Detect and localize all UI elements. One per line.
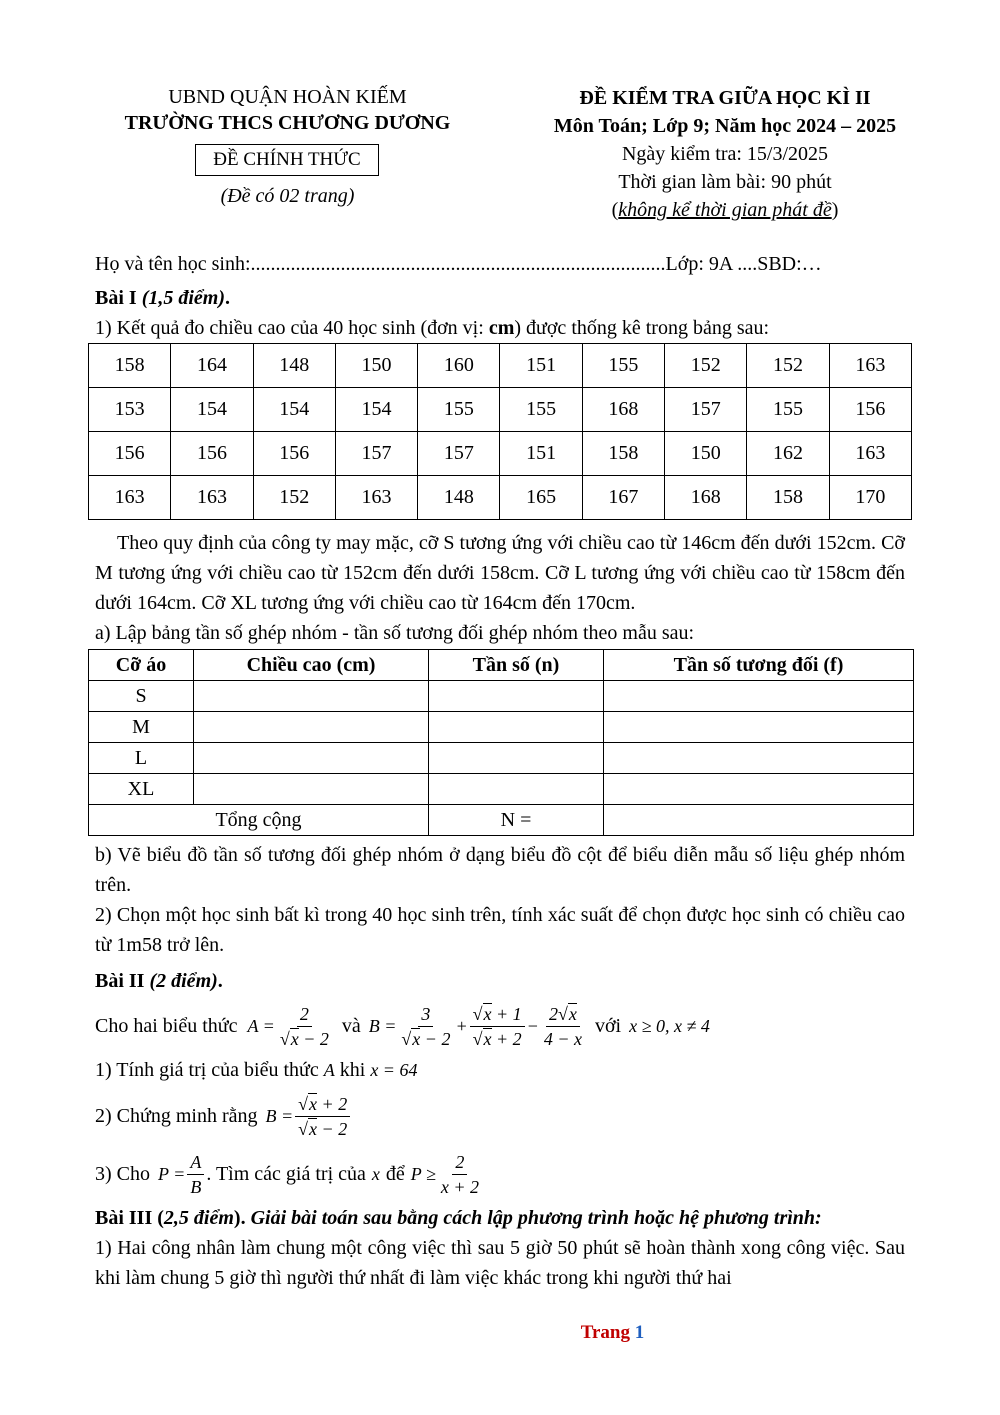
height-cell: 158 [89, 344, 171, 388]
height-cell: 148 [253, 344, 335, 388]
bai2-q1: 1) Tính giá trị của biểu thức A khi x = 64 [95, 1059, 418, 1081]
bai3-q1: 1) Hai công nhân làm chung một công việc thì sau 5 giờ 50 phút sẽ hoàn thành xong công việc. Sau khi làm chung 5 giờ thì người thứ nhất đi làm việc khác trong khi người thứ hai [95, 1237, 905, 1289]
bai1-q2: 2) Chọn một học sinh bất kì trong 40 học sinh trên, tính xác suất để chọn được học sinh có chiều cao từ 1m58 trở lên. [95, 904, 905, 956]
relative-frequency-cell [604, 774, 914, 805]
relative-frequency-cell [604, 712, 914, 743]
heights-row [89, 388, 912, 432]
district-name: UBND QUẬN HOÀN KIẾM [168, 86, 407, 108]
heights-table [88, 343, 912, 520]
exam-note-text: không kể thời gian phát đề [618, 199, 832, 221]
bai2-with: với [594, 1014, 622, 1037]
total-f-cell [604, 805, 914, 836]
page-number: 1 [634, 1322, 645, 1343]
bai2-title: Bài II [95, 970, 145, 992]
student-info-line: Họ và tên học sinh:...................................................................................Lớp: 9A ....SBD:… [95, 253, 822, 275]
height-cell: 151 [500, 432, 582, 476]
height-cell: 163 [829, 344, 911, 388]
header-right [525, 84, 925, 224]
size-label: XL [89, 774, 194, 805]
expr-A: A = [247, 1015, 275, 1036]
height-cell: 163 [89, 476, 171, 520]
header-left [95, 84, 480, 136]
height-cell: 155 [582, 344, 664, 388]
x-value: x = 64 [370, 1060, 418, 1080]
height-cell: 162 [747, 432, 829, 476]
bai3-instruction: Giải bài toán sau bằng cách lập phương trình hoặc hệ phương trình: [250, 1207, 822, 1229]
height-cell: 152 [253, 476, 335, 520]
page-footer [0, 1320, 1000, 1346]
exam-note: (không kể thời gian phát đề) [611, 199, 839, 221]
height-cell: 155 [747, 388, 829, 432]
expr-B: B = [368, 1015, 397, 1036]
height-range-cell [194, 743, 429, 774]
height-cell: 163 [171, 476, 253, 520]
height-cell: 156 [829, 388, 911, 432]
relative-frequency-cell [604, 681, 914, 712]
height-cell: 154 [171, 388, 253, 432]
height-cell: 156 [171, 432, 253, 476]
height-range-cell [194, 681, 429, 712]
height-cell: 170 [829, 476, 911, 520]
total-n: N = [429, 805, 604, 836]
expr-A-fraction: $\frac{2}{√x - 2}$ [279, 1003, 329, 1049]
heights-row [89, 432, 912, 476]
height-range-cell [194, 774, 429, 805]
height-cell: 155 [500, 388, 582, 432]
size-label: L [89, 743, 194, 774]
height-cell: 154 [253, 388, 335, 432]
bai2-expressions: Cho hai biểu thức A = $\frac{2}{√x - 2}$ và B = $\frac{3}{√x - 2}$ + $\frac{√x + 1}{√x + 2}$ − $\frac{2√x}{4 - x}$ với x ≥ 0, x ≠ 4 [95, 1003, 710, 1049]
total-row [89, 805, 914, 836]
bai2-q2: 2) Chứng minh rằng B = $\frac{√x + 2}{√x - 2}$ [95, 1088, 905, 1144]
frequency-cell [429, 743, 604, 774]
size-label: S [89, 681, 194, 712]
page-label: Trang [580, 1322, 630, 1343]
col-header-size: Cỡ áo [89, 650, 194, 681]
height-cell: 150 [665, 432, 747, 476]
pages-note: (Đề có 02 trang) [220, 185, 355, 207]
bai3-heading: Bài III (2,5 điểm). Giải bài toán sau bằng cách lập phương trình hoặc hệ phương trình: [95, 1207, 822, 1229]
official-box: ĐỀ CHÍNH THỨC [195, 144, 379, 176]
exam-date: Ngày kiểm tra: 15/3/2025 [621, 143, 829, 165]
exam-subject: Môn Toán; Lớp 9; Năm học 2024 – 2025 [553, 115, 897, 137]
size-label: M [89, 712, 194, 743]
exam-title: ĐỀ KIỂM TRA GIỮA HỌC KÌ II [579, 87, 871, 109]
height-cell: 157 [665, 388, 747, 432]
height-cell: 160 [418, 344, 500, 388]
height-range-cell [194, 712, 429, 743]
col-header-height: Chiều cao (cm) [194, 650, 429, 681]
height-cell: 157 [335, 432, 417, 476]
expr-B-simplified: $\frac{√x + 2}{√x - 2}$ [295, 1093, 350, 1140]
bai1-title: Bài I [95, 287, 137, 309]
expr-P-bound: $\frac{2}{x + 2}$ [440, 1151, 479, 1197]
height-cell: 164 [171, 344, 253, 388]
frequency-cell [429, 681, 604, 712]
size-row [89, 743, 914, 774]
height-cell: 168 [665, 476, 747, 520]
height-cell: 148 [418, 476, 500, 520]
col-header-frequency: Tần số (n) [429, 650, 604, 681]
bai2-q3: 3) Cho P = $\frac{A}{B}$ . Tìm các giá trị của x để P ≥ $\frac{2}{x + 2}$ [95, 1146, 905, 1202]
height-cell: 168 [582, 388, 664, 432]
height-cell: 151 [500, 344, 582, 388]
bai2-and: và [341, 1014, 361, 1037]
height-cell: 163 [335, 476, 417, 520]
frequency-cell [429, 774, 604, 805]
height-cell: 158 [582, 432, 664, 476]
height-cell: 154 [335, 388, 417, 432]
height-cell: 157 [418, 432, 500, 476]
size-row [89, 681, 914, 712]
size-row [89, 712, 914, 743]
col-header-relative-frequency: Tần số tương đối (f) [604, 650, 914, 681]
height-cell: 156 [89, 432, 171, 476]
heights-row [89, 476, 912, 520]
frequency-header-row [89, 650, 914, 681]
bai2-heading: Bài II (2 điểm). [95, 970, 223, 992]
school-name: TRƯỜNG THCS CHƯƠNG DƯƠNG [124, 112, 451, 134]
frequency-cell [429, 712, 604, 743]
expr-P: $\frac{A}{B}$ [187, 1151, 204, 1198]
heights-row [89, 344, 912, 388]
bai1-qb: b) Vẽ biểu đồ tần số tương đối ghép nhóm ở dạng biểu đồ cột để biểu diễn mẫu số liệu ghép nhóm trên. [95, 844, 905, 896]
height-cell: 153 [89, 388, 171, 432]
bai1-heading: Bài I (1,5 điểm). [95, 287, 230, 309]
size-row [89, 774, 914, 805]
height-cell: 150 [335, 344, 417, 388]
unit-cm: cm [488, 317, 515, 339]
bai1-points: (1,5 điểm) [141, 287, 225, 309]
bai2-points: (2 điểm) [149, 970, 218, 992]
size-rule-paragraph: Theo quy định của công ty may mặc, cỡ S tương ứng với chiều cao từ 146cm đến dưới 152cm. Cỡ M tương ứng với chiều cao từ 152cm đến dưới 158cm. Cỡ L tương ứng với chiều cao từ 158cm đến dưới 164cm. Cỡ XL tương ứng với chiều cao từ 164cm đến 170cm. [95, 532, 905, 614]
height-cell: 163 [829, 432, 911, 476]
height-cell: 165 [500, 476, 582, 520]
bai2-condition: x ≥ 0, x ≠ 4 [629, 1015, 710, 1036]
height-cell: 156 [253, 432, 335, 476]
relative-frequency-cell [604, 743, 914, 774]
height-cell: 155 [418, 388, 500, 432]
bai1-qa: a) Lập bảng tần số ghép nhóm - tần số tương đối ghép nhóm theo mẫu sau: [95, 622, 695, 644]
bai3-title: Bài III [95, 1207, 153, 1229]
bai1-q1-intro: 1) Kết quả đo chiều cao của 40 học sinh (đơn vị: cm) được thống kê trong bảng sau: [95, 317, 770, 339]
frequency-table [88, 649, 914, 836]
bai2-intro: Cho hai biểu thức [95, 1014, 238, 1037]
height-cell: 152 [665, 344, 747, 388]
exam-duration: Thời gian làm bài: 90 phút [618, 171, 832, 193]
height-cell: 158 [747, 476, 829, 520]
height-cell: 167 [582, 476, 664, 520]
height-cell: 152 [747, 344, 829, 388]
bai3-points: 2,5 điểm [163, 1207, 234, 1229]
total-label: Tổng cộng [89, 805, 429, 836]
